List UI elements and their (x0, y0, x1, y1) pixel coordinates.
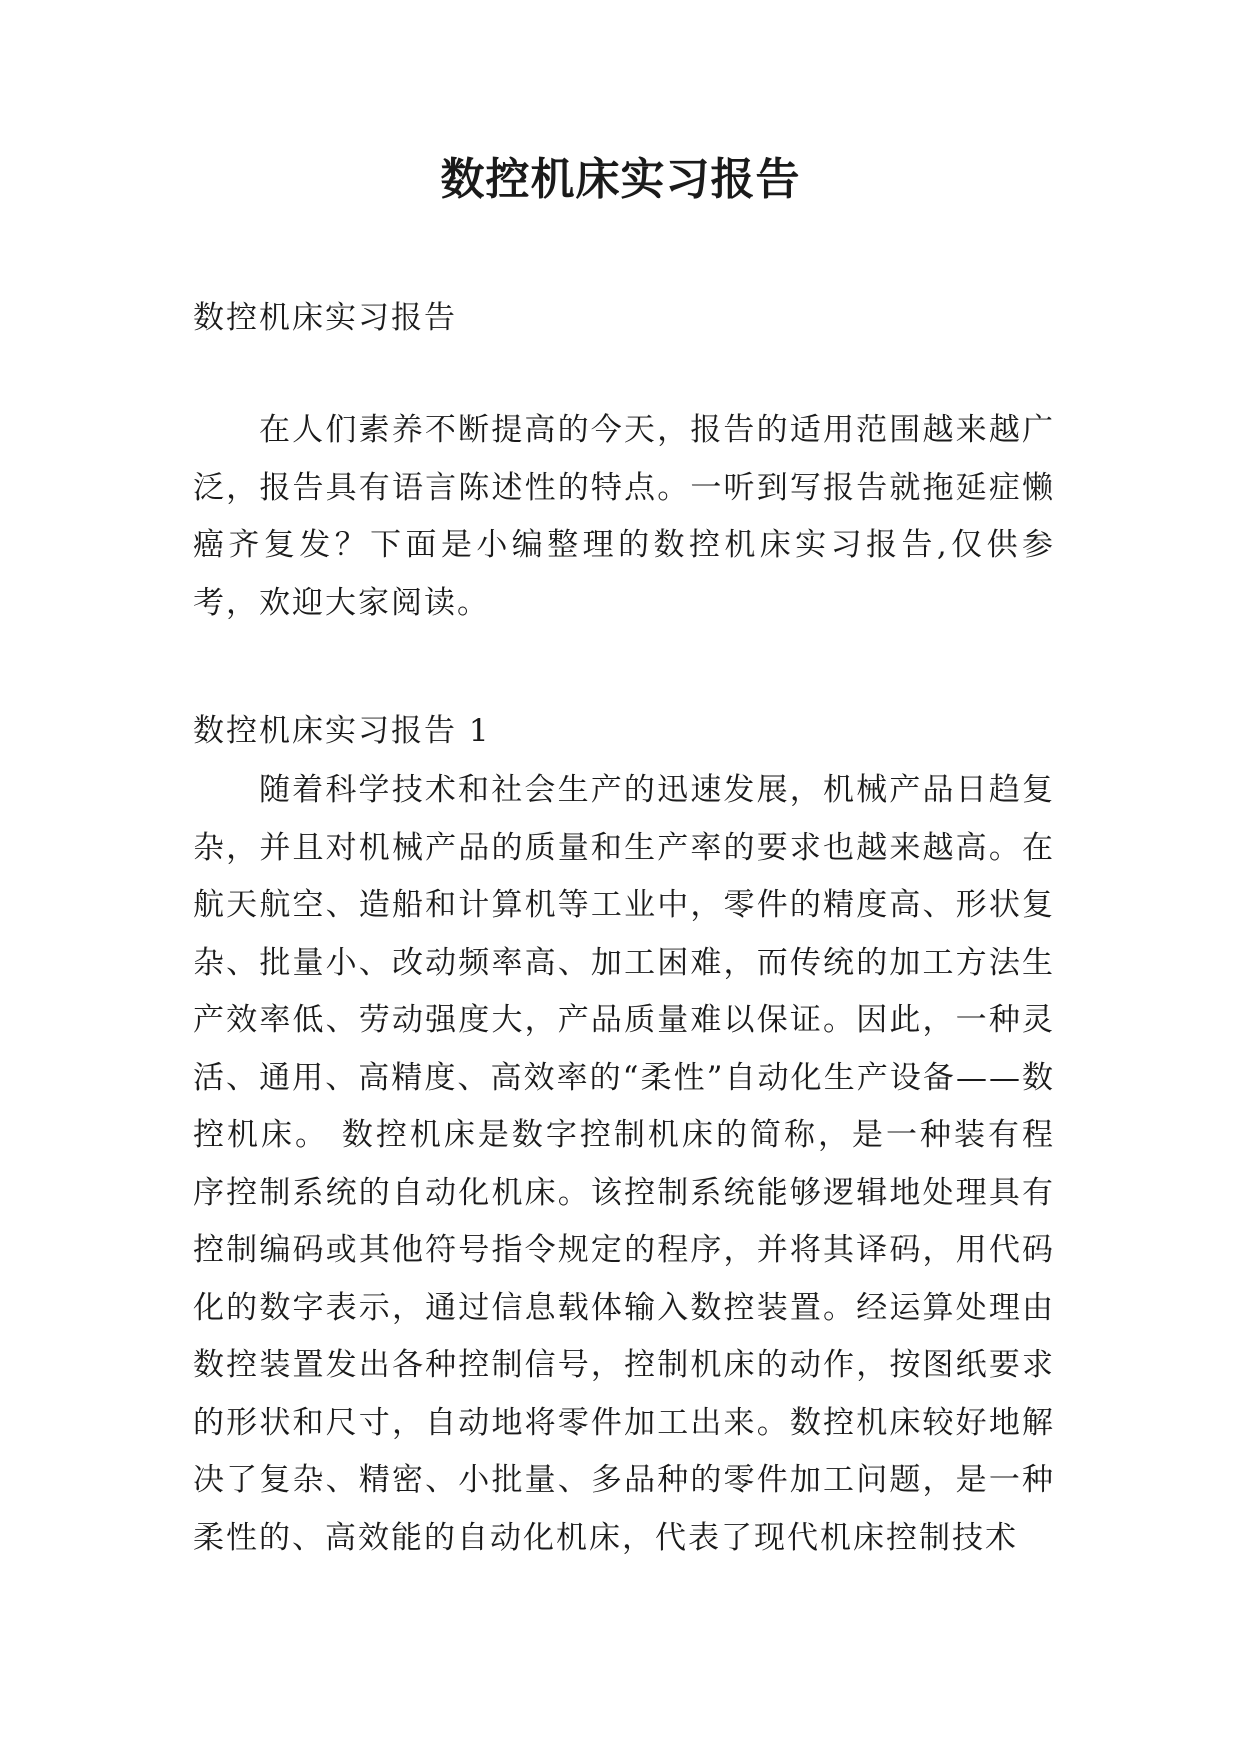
section-1-paragraph: 随着科学技术和社会生产的迅速发展，机械产品日趋复杂，并且对机械产品的质量和生产率的要求也越来越高。在航天航空、造船和计算机等工业中，零件的精度高、形状复杂、批量小、改动频率高、加工困难，而传统的加工方法生产效率低、劳动强度大，产品质量难以保证。因此，一种灵活、通用、高精度、高效率的“柔性”自动化生产设备——数控机床。 数控机床是数字控制机床的简称，是一种装有程序控制系统的自动化机床。该控制系统能够逻辑地处理具有控制编码或其他符号指令规定的程序，并将其译码，用代码化的数字表示，通过信息载体输入数控装置。经运算处理由数控装置发出各种控制信号，控制机床的动作，按图纸要求的形状和尺寸，自动地将零件加工出来。数控机床较好地解决了复杂、精密、小批量、多品种的零件加工问题，是一种柔性的、高效能的自动化机床，代表了现代机床控制技术 (193, 772, 1055, 1556)
intro-paragraph: 在人们素养不断提高的今天，报告的适用范围越来越广泛，报告具有语言陈述性的特点。一听到写报告就拖延症懒癌齐复发？下面是小编整理的数控机床实习报告,仅供参考，欢迎大家阅读。 (193, 412, 1055, 621)
section-heading-1: 数控机床实习报告 1 (193, 713, 491, 749)
document-subtitle: 数控机床实习报告 (193, 300, 457, 336)
document-title: 数控机床实习报告 (440, 154, 801, 205)
